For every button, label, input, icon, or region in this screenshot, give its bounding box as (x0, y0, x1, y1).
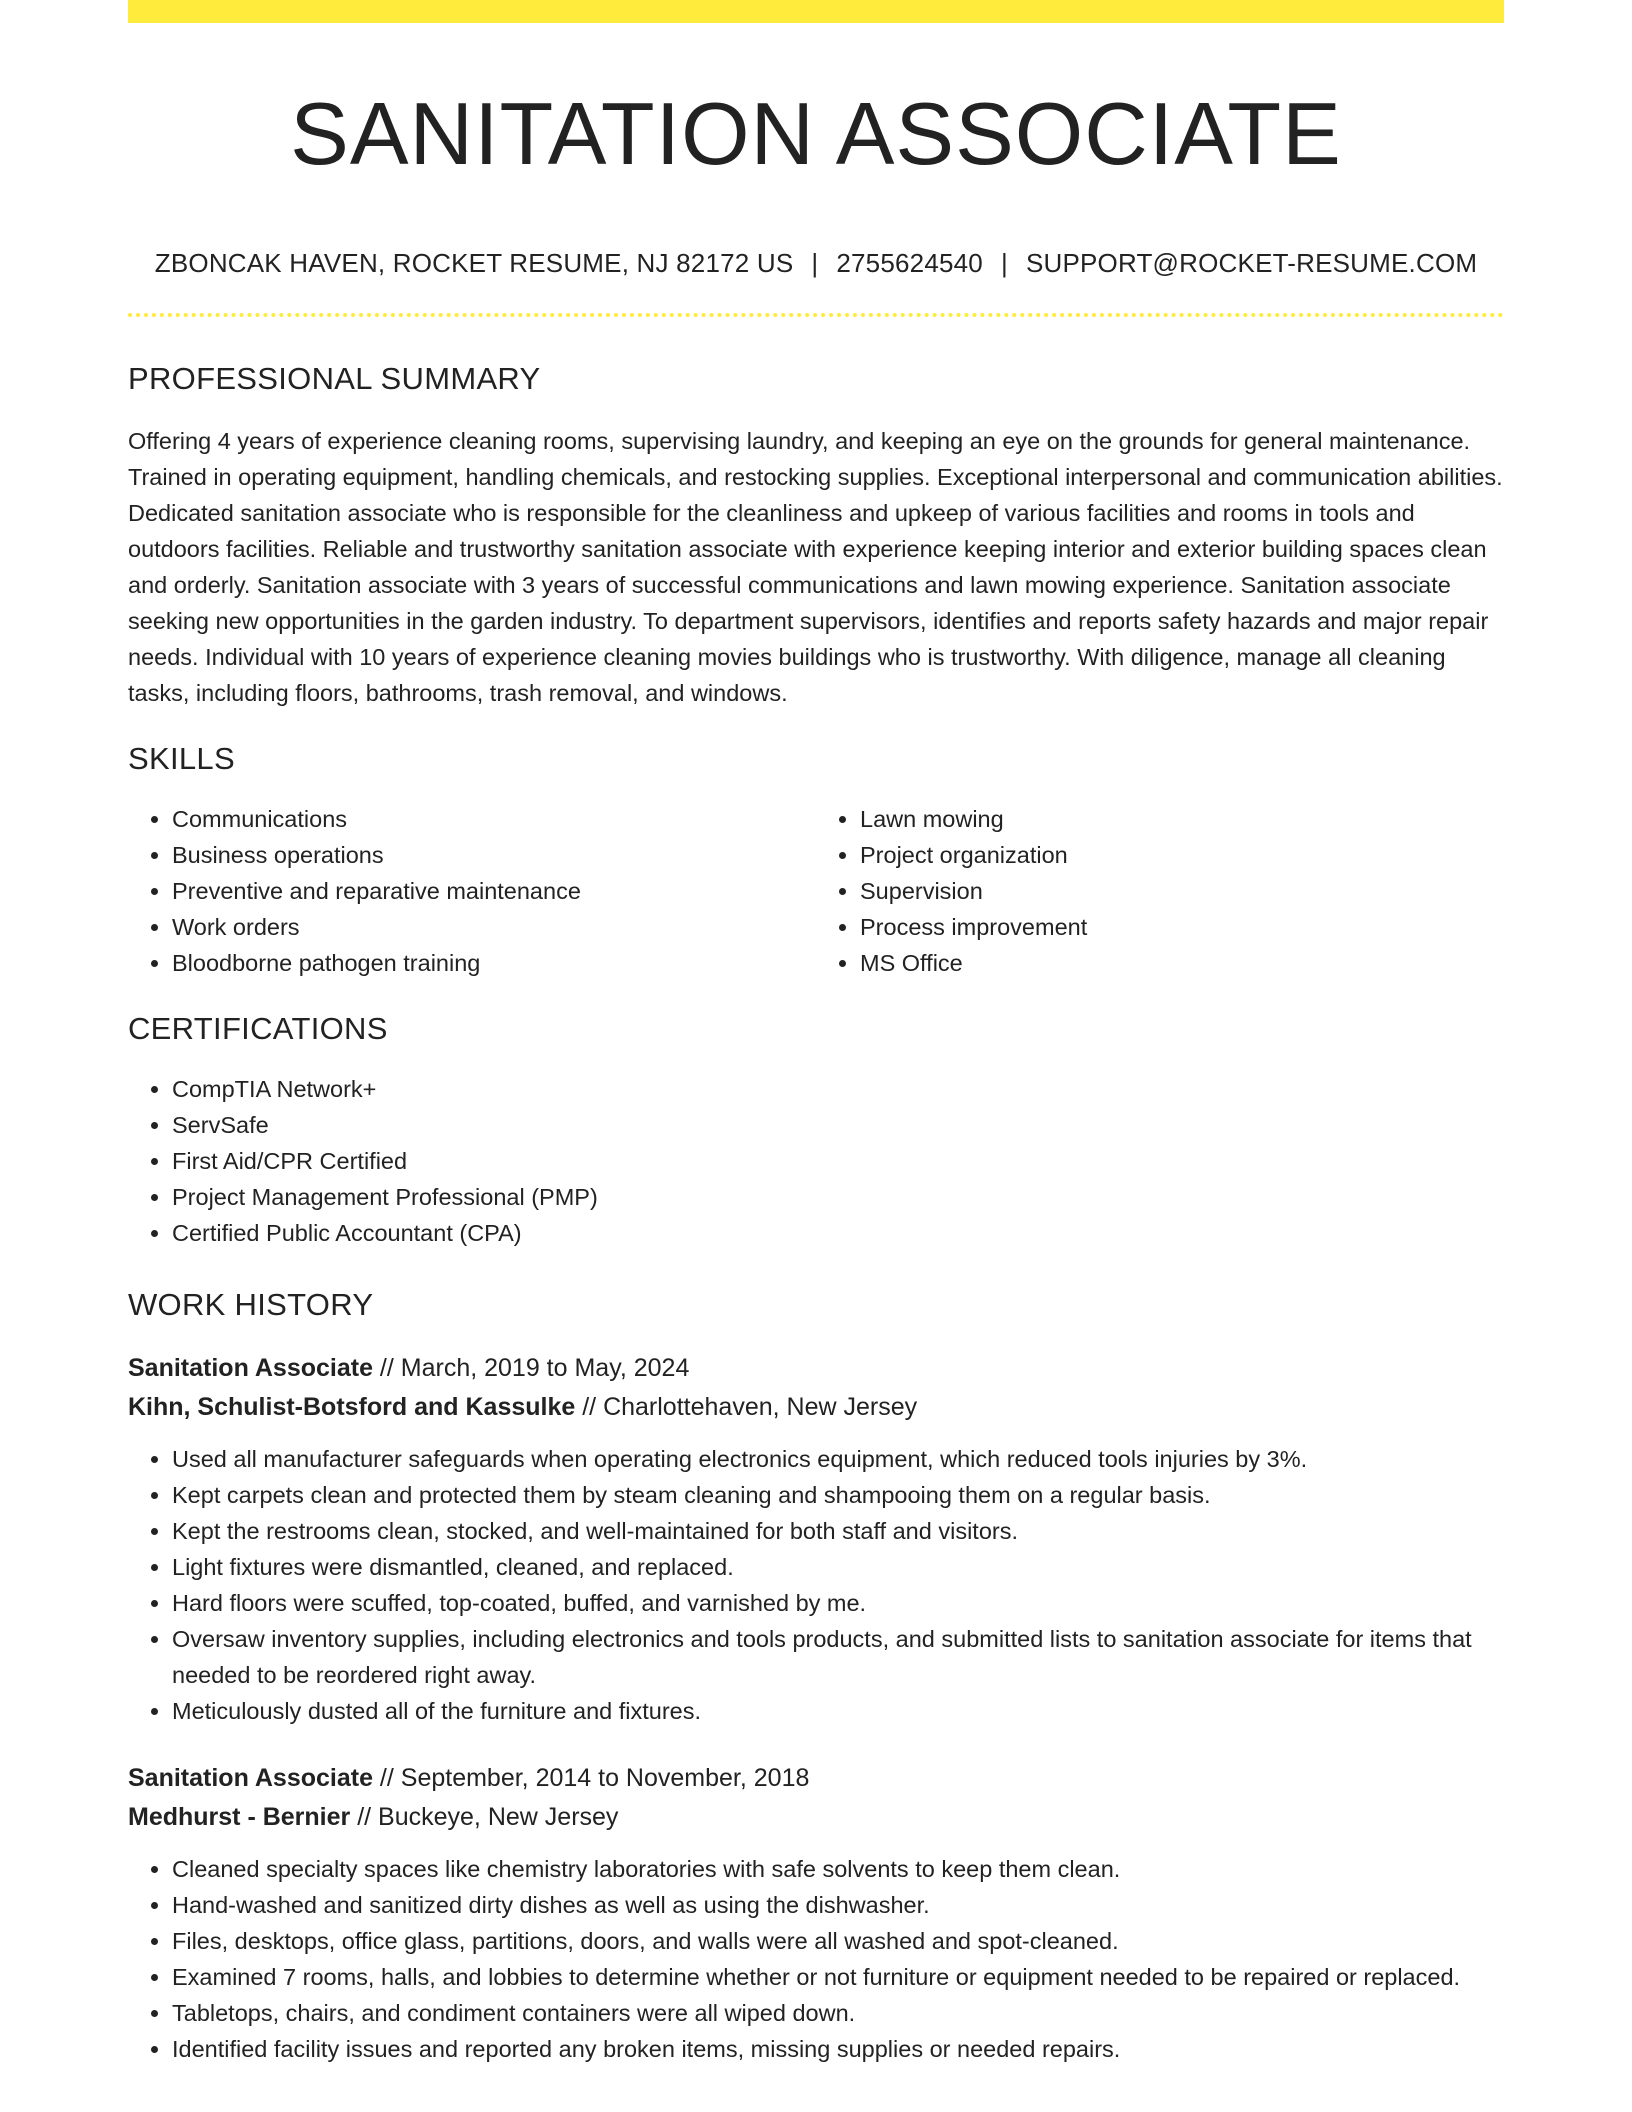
job-entry (128, 1349, 1504, 1729)
job-bullet: • Examined 7 rooms, halls, and lobbies to determine whether or not furniture or equipment needed to be repaired or replaced. (172, 1959, 1504, 1995)
skill-item: • Supervision (860, 873, 1504, 909)
skill-item: • Preventive and reparative maintenance (172, 873, 816, 909)
contact-separator: | (1000, 248, 1008, 279)
certifications-heading: CERTIFICATIONS (128, 1011, 388, 1047)
job-role-line (128, 1759, 1504, 1798)
job-bullet: • Oversaw inventory supplies, including electronics and tools products, and submitted lists to sanitation associate for items that needed to be reordered right away. (172, 1621, 1504, 1693)
skills-list-right (816, 801, 1504, 981)
email: SUPPORT@ROCKET-RESUME.COM (1025, 248, 1478, 279)
skill-item: • Project organization (860, 837, 1504, 873)
job-location: // Buckeye, New Jersey (350, 1803, 619, 1832)
phone: 2755624540 (836, 248, 983, 279)
job-bullet: • Tabletops, chairs, and condiment containers were all wiped down. (172, 1995, 1504, 2031)
certification-item: • ServSafe (172, 1107, 1504, 1143)
skill-item: • Communications (172, 801, 816, 837)
job-company-line (128, 1388, 1504, 1427)
job-bullets (128, 1441, 1504, 1729)
contact-separator: | (811, 248, 819, 279)
job-bullet: • Kept carpets clean and protected them by steam cleaning and shampooing them on a regular basis. (172, 1477, 1504, 1513)
skills-columns (128, 801, 1504, 981)
certification-item: • First Aid/CPR Certified (172, 1143, 1504, 1179)
job-bullet: • Meticulously dusted all of the furniture and fixtures. (172, 1693, 1504, 1729)
resume-page (128, 0, 1504, 2067)
dotted-divider (128, 313, 1504, 317)
summary-heading: PROFESSIONAL SUMMARY (128, 361, 541, 397)
certifications-list (128, 1071, 1504, 1251)
address: ZBONCAK HAVEN, ROCKET RESUME, NJ 82172 US (154, 248, 794, 279)
skills-list-left (128, 801, 816, 981)
certification-item: • Certified Public Accountant (CPA) (172, 1215, 1504, 1251)
skill-item: • Work orders (172, 909, 816, 945)
job-company: Kihn, Schulist-Botsford and Kassulke (128, 1393, 576, 1422)
skill-item: • Process improvement (860, 909, 1504, 945)
job-location: // Charlottehaven, New Jersey (575, 1393, 918, 1422)
skill-item: • Lawn mowing (860, 801, 1504, 837)
accent-bar (128, 0, 1504, 23)
skills-heading: SKILLS (128, 741, 235, 777)
job-bullet: • Light fixtures were dismantled, cleaned, and replaced. (172, 1549, 1504, 1585)
job-dates: // September, 2014 to November, 2018 (372, 1764, 810, 1793)
job-bullet: • Kept the restrooms clean, stocked, and well-maintained for both staff and visitors. (172, 1513, 1504, 1549)
skill-item: • MS Office (860, 945, 1504, 981)
job-role: Sanitation Associate (128, 1354, 373, 1383)
certification-item: • Project Management Professional (PMP) (172, 1179, 1504, 1215)
job-company: Medhurst - Bernier (128, 1803, 351, 1832)
job-dates: // March, 2019 to May, 2024 (372, 1354, 690, 1383)
job-entry (128, 1759, 1504, 2067)
work-history-heading: WORK HISTORY (128, 1287, 374, 1323)
skill-item: • Business operations (172, 837, 816, 873)
job-bullets (128, 1851, 1504, 2067)
job-company-line (128, 1798, 1504, 1837)
job-bullet: • Used all manufacturer safeguards when operating electronics equipment, which reduced tools injuries by 3%. (172, 1441, 1504, 1477)
job-bullet: • Hand-washed and sanitized dirty dishes as well as using the dishwasher. (172, 1887, 1504, 1923)
summary-text: Offering 4 years of experience cleaning rooms, supervising laundry, and keeping an eye on the grounds for general maintenance. Trained in operating equipment, handling chemicals, and restocking supplies. Exceptional interpersonal and communication abilities. Dedicated sanitation associate who is responsible for the cleanliness and upkeep of various facilities and rooms in tools and outdoors facilities. Reliable and trustworthy sanitation associate with experience keeping interior and exterior building spaces clean and orderly. Sanitation associate with 3 years of successful communications and lawn mowing experience. Sanitation associate seeking new opportunities in the garden industry. To department supervisors, identifies and reports safety hazards and major repair needs. Individual with 10 years of experience cleaning movies buildings who is trustworthy. With diligence, manage all cleaning tasks, including floors, bathrooms, trash removal, and windows. (128, 428, 1503, 707)
job-bullet: • Hard floors were scuffed, top-coated, buffed, and varnished by me. (172, 1585, 1504, 1621)
job-bullet: • Identified facility issues and reported any broken items, missing supplies or needed repairs. (172, 2031, 1504, 2067)
resume-title: SANITATION ASSOCIATE (290, 84, 1342, 183)
job-bullet: • Cleaned specialty spaces like chemistry laboratories with safe solvents to keep them clean. (172, 1851, 1504, 1887)
job-role-line (128, 1349, 1504, 1388)
skill-item: • Bloodborne pathogen training (172, 945, 816, 981)
job-role: Sanitation Associate (128, 1764, 373, 1793)
job-bullet: • Files, desktops, office glass, partitions, doors, and walls were all washed and spot-cleaned. (172, 1923, 1504, 1959)
certification-item: • CompTIA Network+ (172, 1071, 1504, 1107)
contact-line (128, 248, 1504, 279)
